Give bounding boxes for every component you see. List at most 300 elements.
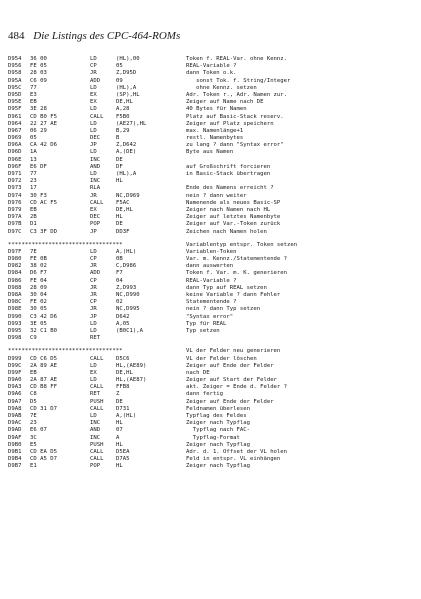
section-header	[8, 242, 413, 249]
line-comment: Zeiger auf Start der Felder	[186, 377, 277, 384]
line-address: D974	[8, 192, 22, 199]
line-mnemonic: PUSH	[90, 441, 104, 448]
line-operand: DE,HL	[116, 206, 133, 213]
line-address: D9AF	[8, 434, 22, 441]
line-address: D972	[8, 178, 22, 185]
line-address: D969	[8, 135, 22, 142]
line-address: D9A0	[8, 377, 22, 384]
line-operand: 02	[116, 299, 123, 306]
line-opcode-bytes: 3C	[30, 434, 37, 441]
line-address: D995	[8, 327, 22, 334]
line-mnemonic: JR	[90, 306, 97, 313]
listing-line	[8, 456, 413, 463]
line-address: D96F	[8, 163, 22, 170]
line-address: D961	[8, 113, 22, 120]
line-comment: nein ? dann Typ setzen	[186, 306, 261, 313]
line-opcode-bytes: C3 3F DD	[30, 228, 57, 235]
line-mnemonic: LD	[90, 377, 97, 384]
listing-line	[8, 377, 413, 384]
line-mnemonic: JR	[90, 70, 97, 77]
line-comment: nein ? dann weiter	[186, 192, 247, 199]
listing-line	[8, 106, 413, 113]
line-opcode-bytes: 1A	[30, 149, 37, 156]
line-operand: (B0C1),A	[116, 327, 143, 334]
line-mnemonic: CP	[90, 63, 97, 70]
line-operand: FFB8	[116, 384, 130, 391]
line-operand: A,05	[116, 320, 130, 327]
line-operand: Z,D95D	[116, 70, 137, 77]
line-comment: Ende des Namens erreicht ?	[186, 185, 274, 192]
listing-line	[8, 63, 413, 70]
listing-line	[8, 399, 413, 406]
line-opcode-bytes: FE 0B	[30, 256, 47, 263]
line-opcode-bytes: 36 00	[30, 56, 47, 62]
line-operand: 07	[116, 427, 123, 434]
line-comment: VL der Felder löschen	[186, 355, 257, 362]
line-comment: keine Variable ? dann Fehler	[186, 292, 281, 298]
line-operand: C,D986	[116, 263, 137, 270]
line-mnemonic: CP	[90, 277, 97, 284]
line-opcode-bytes: FE 02	[30, 299, 47, 306]
line-comment: Namenende als neues Basic-SP	[186, 199, 281, 206]
line-opcode-bytes: C3 42 D6	[30, 313, 57, 320]
line-mnemonic: LD	[90, 362, 97, 369]
listing-line	[8, 270, 413, 277]
line-opcode-bytes: D5	[30, 398, 37, 405]
line-opcode-bytes: CA 42 D6	[30, 142, 57, 149]
line-mnemonic: LD	[90, 56, 97, 62]
line-address: D979	[8, 206, 22, 213]
line-address: D9B4	[8, 456, 22, 463]
line-operand: HL	[116, 178, 123, 185]
line-address: D96A	[8, 142, 22, 149]
line-mnemonic: CP	[90, 256, 97, 263]
line-address: D98C	[8, 299, 22, 306]
line-operand: Z,D642	[116, 142, 137, 149]
line-comment: Zeiger auf Var.-Token zurück	[186, 221, 281, 228]
line-operand: D642	[116, 313, 130, 320]
line-address: D9A8	[8, 405, 22, 412]
line-opcode-bytes: CD EA D5	[30, 448, 57, 455]
listing-line	[8, 157, 413, 164]
line-comment: in Basic-Stack übertragen	[186, 171, 271, 177]
line-mnemonic: CALL	[90, 456, 104, 463]
line-comment: "Syntax error"	[186, 313, 234, 320]
listing-line	[8, 449, 413, 456]
line-opcode-bytes: FE 04	[30, 277, 47, 284]
listing-line	[8, 142, 413, 149]
line-comment: Adr. Token r., Adr. Namen zur.	[186, 91, 288, 98]
line-address: D999	[8, 355, 22, 362]
line-operand: F5AC	[116, 199, 130, 206]
line-opcode-bytes: 17	[30, 185, 37, 192]
line-comment: REAL-Variable ?	[186, 63, 237, 70]
line-mnemonic: CALL	[90, 199, 104, 206]
listing-line	[8, 278, 413, 285]
line-mnemonic: EX	[90, 91, 97, 98]
line-address: D9A3	[8, 384, 22, 391]
line-opcode-bytes: 2B	[30, 214, 37, 221]
listing-line	[8, 306, 413, 313]
line-opcode-bytes: D1	[30, 221, 37, 228]
line-mnemonic: JP	[90, 313, 97, 320]
line-address: D9A7	[8, 398, 22, 405]
line-operand: Z	[116, 391, 120, 398]
section-stars: **********************************	[8, 348, 123, 355]
line-mnemonic: LD	[90, 248, 97, 255]
page-title: Die Listings des CPC-464-ROMs	[33, 30, 181, 42]
line-address: D95F	[8, 106, 22, 113]
line-operand: A,28	[116, 106, 130, 113]
line-address: D990	[8, 313, 22, 320]
line-comment: dann Typ auf REAL setzen	[186, 284, 267, 291]
listing-line	[8, 292, 413, 299]
line-comment: Typflag nach FAC-	[186, 427, 250, 434]
line-operand: DE,HL	[116, 369, 133, 376]
line-operand: (HL),00	[116, 56, 140, 62]
line-comment: Zeiger auf Name nach DE	[186, 99, 264, 106]
line-address: D98A	[8, 292, 22, 298]
line-opcode-bytes: 77	[30, 171, 37, 177]
line-operand: B,29	[116, 127, 130, 134]
line-mnemonic: JP	[90, 142, 97, 149]
line-operand: 09	[116, 77, 123, 84]
line-comment: Typ setzen	[186, 327, 220, 334]
line-address: D954	[8, 56, 22, 62]
line-address: D988	[8, 284, 22, 291]
line-mnemonic: LD	[90, 149, 97, 156]
line-opcode-bytes: 05	[30, 135, 37, 142]
line-opcode-bytes: 30 F3	[30, 192, 47, 199]
line-operand: A,(HL)	[116, 413, 137, 419]
listing-line	[8, 321, 413, 328]
line-opcode-bytes: CD AC F5	[30, 199, 57, 206]
line-comment: auf Großschrift forcieren	[186, 163, 271, 170]
line-operand: DF	[116, 163, 123, 170]
line-operand: NC,D990	[116, 292, 140, 298]
line-operand: B	[116, 135, 120, 142]
section-stars: **********************************	[8, 241, 123, 248]
line-comment: dann auswerten	[186, 263, 234, 270]
line-mnemonic: RET	[90, 335, 101, 342]
line-comment: Typflag des Feldes	[186, 413, 247, 419]
line-address: D986	[8, 277, 22, 284]
line-opcode-bytes: 3E 05	[30, 320, 47, 327]
line-comment: akt. Zeiger = Ende d. Felder ?	[186, 384, 288, 391]
line-mnemonic: CALL	[90, 448, 104, 455]
line-mnemonic: POP	[90, 463, 101, 470]
line-opcode-bytes: E1	[30, 463, 37, 470]
line-opcode-bytes: 23	[30, 420, 37, 427]
line-mnemonic: EX	[90, 99, 97, 106]
line-operand: 0B	[116, 256, 123, 263]
line-comment: Zeiger nach Typflag	[186, 420, 250, 427]
line-opcode-bytes: 2A 89 AE	[30, 362, 57, 369]
line-opcode-bytes: EB	[30, 99, 37, 106]
line-mnemonic: RLA	[90, 185, 101, 192]
listing-line	[8, 214, 413, 221]
line-mnemonic: LD	[90, 84, 97, 91]
listing-line	[8, 299, 413, 306]
listing-line	[8, 207, 413, 214]
listing-line	[8, 200, 413, 207]
line-comment: Zeiger auf Platz speichern	[186, 120, 274, 127]
line-operand: (HL),A	[116, 171, 137, 177]
line-operand: (HL),A	[116, 84, 137, 91]
line-address: D998	[8, 335, 22, 342]
line-address: D9AB	[8, 413, 22, 419]
line-comment: ohne Kennz. setzen	[186, 84, 257, 91]
line-mnemonic: POP	[90, 221, 101, 228]
line-operand: 04	[116, 277, 123, 284]
line-mnemonic: INC	[90, 178, 101, 185]
line-opcode-bytes: 30 04	[30, 292, 47, 298]
line-opcode-bytes: C6 09	[30, 77, 47, 84]
listing-line	[8, 171, 413, 178]
line-opcode-bytes: 28 09	[30, 284, 47, 291]
line-mnemonic: AND	[90, 427, 101, 434]
line-mnemonic: AND	[90, 163, 101, 170]
line-address: D967	[8, 127, 22, 134]
line-mnemonic: RET	[90, 391, 101, 398]
line-operand: DD3F	[116, 228, 130, 235]
line-operand: F7	[116, 270, 123, 277]
line-operand: DE,HL	[116, 99, 133, 106]
line-mnemonic: ADD	[90, 270, 101, 277]
line-comment: Typflag-Format	[186, 434, 240, 441]
listing-line	[8, 314, 413, 321]
line-mnemonic: LD	[90, 413, 97, 419]
line-address: D980	[8, 256, 22, 263]
line-comment: Zeiger nach Namen nach HL	[186, 206, 271, 213]
listing-line	[8, 285, 413, 292]
line-comment: dann fertig	[186, 391, 224, 398]
line-comment: Zeiger nach Typflag	[186, 441, 250, 448]
listing-line	[8, 427, 413, 434]
line-opcode-bytes: CD C6 D5	[30, 355, 57, 362]
listing-line	[8, 384, 413, 391]
line-opcode-bytes: D6 F7	[30, 270, 47, 277]
line-mnemonic: JP	[90, 228, 97, 235]
line-comment: Zeiger auf letztes Namenbyte	[186, 214, 281, 221]
line-opcode-bytes: E5	[30, 441, 37, 448]
line-mnemonic: CALL	[90, 384, 104, 391]
line-opcode-bytes: E6 07	[30, 427, 47, 434]
section-header	[8, 348, 413, 355]
line-opcode-bytes: C9	[30, 335, 37, 342]
listing-line	[8, 442, 413, 449]
line-operand: HL,(AE89)	[116, 362, 147, 369]
line-operand: HL	[116, 214, 123, 221]
line-opcode-bytes: EB	[30, 206, 37, 213]
line-mnemonic: JR	[90, 292, 97, 298]
line-operand: NC,D995	[116, 306, 140, 313]
line-opcode-bytes: E6 DF	[30, 163, 47, 170]
listing-line	[8, 420, 413, 427]
line-mnemonic: JR	[90, 192, 97, 199]
line-operand: Z,D993	[116, 284, 137, 291]
line-operand: DE	[116, 156, 123, 163]
line-mnemonic: LD	[90, 171, 97, 177]
line-comment: 40 Bytes für Namen	[186, 106, 247, 113]
line-address: D964	[8, 120, 22, 127]
line-mnemonic: EX	[90, 369, 97, 376]
listing-line	[8, 413, 413, 420]
line-comment: zu lang ? dann "Syntax error"	[186, 142, 284, 149]
line-mnemonic: ADD	[90, 77, 101, 84]
line-comment: Zeiger nach Typflag	[186, 463, 250, 470]
line-mnemonic: LD	[90, 106, 97, 113]
line-opcode-bytes: E3	[30, 91, 37, 98]
line-address: D971	[8, 171, 22, 177]
line-address: D9A6	[8, 391, 22, 398]
line-opcode-bytes: 77	[30, 84, 37, 91]
line-operand: HL,(AE87)	[116, 377, 147, 384]
line-comment: Zeiger auf Ende der Felder	[186, 362, 274, 369]
listing-line	[8, 164, 413, 171]
line-operand: (AE27),HL	[116, 120, 147, 127]
line-operand: (SP),HL	[116, 91, 140, 98]
line-address: D99F	[8, 369, 22, 376]
line-mnemonic: LD	[90, 127, 97, 134]
line-mnemonic: EX	[90, 206, 97, 213]
line-address: D97F	[8, 248, 22, 255]
page-header	[8, 30, 180, 42]
line-comment: Feld in entspr. VL einhängen	[186, 456, 281, 463]
line-comment: Feldnamen überlesen	[186, 405, 250, 412]
line-opcode-bytes: 2A 87 AE	[30, 377, 57, 384]
line-mnemonic: LD	[90, 120, 97, 127]
line-opcode-bytes: 22 27 AE	[30, 120, 57, 127]
line-mnemonic: PUSH	[90, 398, 104, 405]
line-address: D956	[8, 63, 22, 70]
line-comment: Zeiger auf Ende der Felder	[186, 398, 274, 405]
listing-line	[8, 78, 413, 85]
line-comment: Typ für REAL	[186, 320, 227, 327]
line-address: D95E	[8, 99, 22, 106]
line-mnemonic: INC	[90, 434, 101, 441]
listing-line	[8, 70, 413, 77]
listing-line	[8, 363, 413, 370]
listing-line	[8, 56, 413, 63]
line-operand: D731	[116, 405, 130, 412]
listing-line	[8, 356, 413, 363]
line-operand: A,(DE)	[116, 149, 137, 156]
listing-line	[8, 185, 413, 192]
line-opcode-bytes: 13	[30, 156, 37, 163]
line-comment: REAL-Variable ?	[186, 277, 237, 284]
listing-line	[8, 229, 413, 236]
line-operand: DE	[116, 221, 123, 228]
line-mnemonic: LD	[90, 327, 97, 334]
listing-line	[8, 435, 413, 442]
line-operand: 05	[116, 63, 123, 70]
listing-line	[8, 406, 413, 413]
line-comment: dann Token o.k.	[186, 70, 237, 77]
line-comment: nach DE	[186, 369, 210, 376]
line-operand: D5EA	[116, 448, 130, 455]
listing-line	[8, 85, 413, 92]
line-opcode-bytes: 38 02	[30, 263, 47, 270]
line-opcode-bytes: FE 05	[30, 63, 47, 70]
line-opcode-bytes: 32 C1 B0	[30, 327, 57, 334]
listing-line	[8, 149, 413, 156]
line-address: D96D	[8, 149, 22, 156]
line-address: D97B	[8, 221, 22, 228]
line-opcode-bytes: 30 05	[30, 306, 47, 313]
line-opcode-bytes: CD B0 F5	[30, 113, 57, 120]
line-comment: Var. m. Kennz./Statementende ?	[186, 256, 288, 263]
line-operand: A	[116, 434, 120, 441]
listing-line	[8, 114, 413, 121]
line-operand: F5B0	[116, 113, 130, 120]
line-comment: sonst Tok. f. String/Integer	[186, 77, 291, 84]
line-address: D9AC	[8, 420, 22, 427]
line-address: D96E	[8, 156, 22, 163]
line-address: D9B7	[8, 463, 22, 470]
line-comment: Variablen-Token	[186, 248, 237, 255]
line-mnemonic: DEC	[90, 214, 101, 221]
line-comment: Byte aus Namen	[186, 149, 234, 156]
line-mnemonic: JR	[90, 263, 97, 270]
line-address: D982	[8, 263, 22, 270]
line-operand: NC,D969	[116, 192, 140, 199]
line-opcode-bytes: CD B8 FF	[30, 384, 57, 391]
line-opcode-bytes: 7E	[30, 413, 37, 419]
line-address: D976	[8, 199, 22, 206]
line-address: D95D	[8, 91, 22, 98]
listing-line	[8, 178, 413, 185]
line-operand: D7A5	[116, 456, 130, 463]
listing-line	[8, 193, 413, 200]
line-operand: HL	[116, 420, 123, 427]
line-comment: max. Namenlänge+1	[186, 127, 244, 134]
line-operand: D5C6	[116, 355, 130, 362]
line-opcode-bytes: EB	[30, 369, 37, 376]
listing-line	[8, 221, 413, 228]
listing-line	[8, 256, 413, 263]
listing-line	[8, 92, 413, 99]
listing-line	[8, 128, 413, 135]
line-opcode-bytes: 28 03	[30, 70, 47, 77]
line-opcode-bytes: CD 31 D7	[30, 405, 57, 412]
listing-line	[8, 249, 413, 256]
line-opcode-bytes: CD A5 D7	[30, 456, 57, 463]
line-mnemonic: CALL	[90, 405, 104, 412]
listing-line	[8, 328, 413, 335]
listing-line	[8, 391, 413, 398]
line-address: D98E	[8, 306, 22, 313]
listing-line	[8, 99, 413, 106]
line-comment: Token f. Var. m. K. generieren	[186, 270, 288, 277]
line-address: D973	[8, 185, 22, 192]
line-operand: A,(HL)	[116, 248, 137, 255]
line-operand: DE	[116, 398, 123, 405]
line-mnemonic: CALL	[90, 355, 104, 362]
section-title: Variablentyp entspr. Token setzen	[186, 241, 298, 248]
line-mnemonic: LD	[90, 320, 97, 327]
listing-line	[8, 463, 413, 470]
line-opcode-bytes: C8	[30, 391, 37, 398]
listing-line	[8, 263, 413, 270]
line-operand: HL	[116, 463, 123, 470]
line-mnemonic: CALL	[90, 113, 104, 120]
line-mnemonic: DEC	[90, 135, 101, 142]
line-address: D97C	[8, 228, 22, 235]
line-address: D95A	[8, 77, 22, 84]
line-comment: Zeichen nach Namen holen	[186, 228, 267, 235]
line-mnemonic: CP	[90, 299, 97, 306]
